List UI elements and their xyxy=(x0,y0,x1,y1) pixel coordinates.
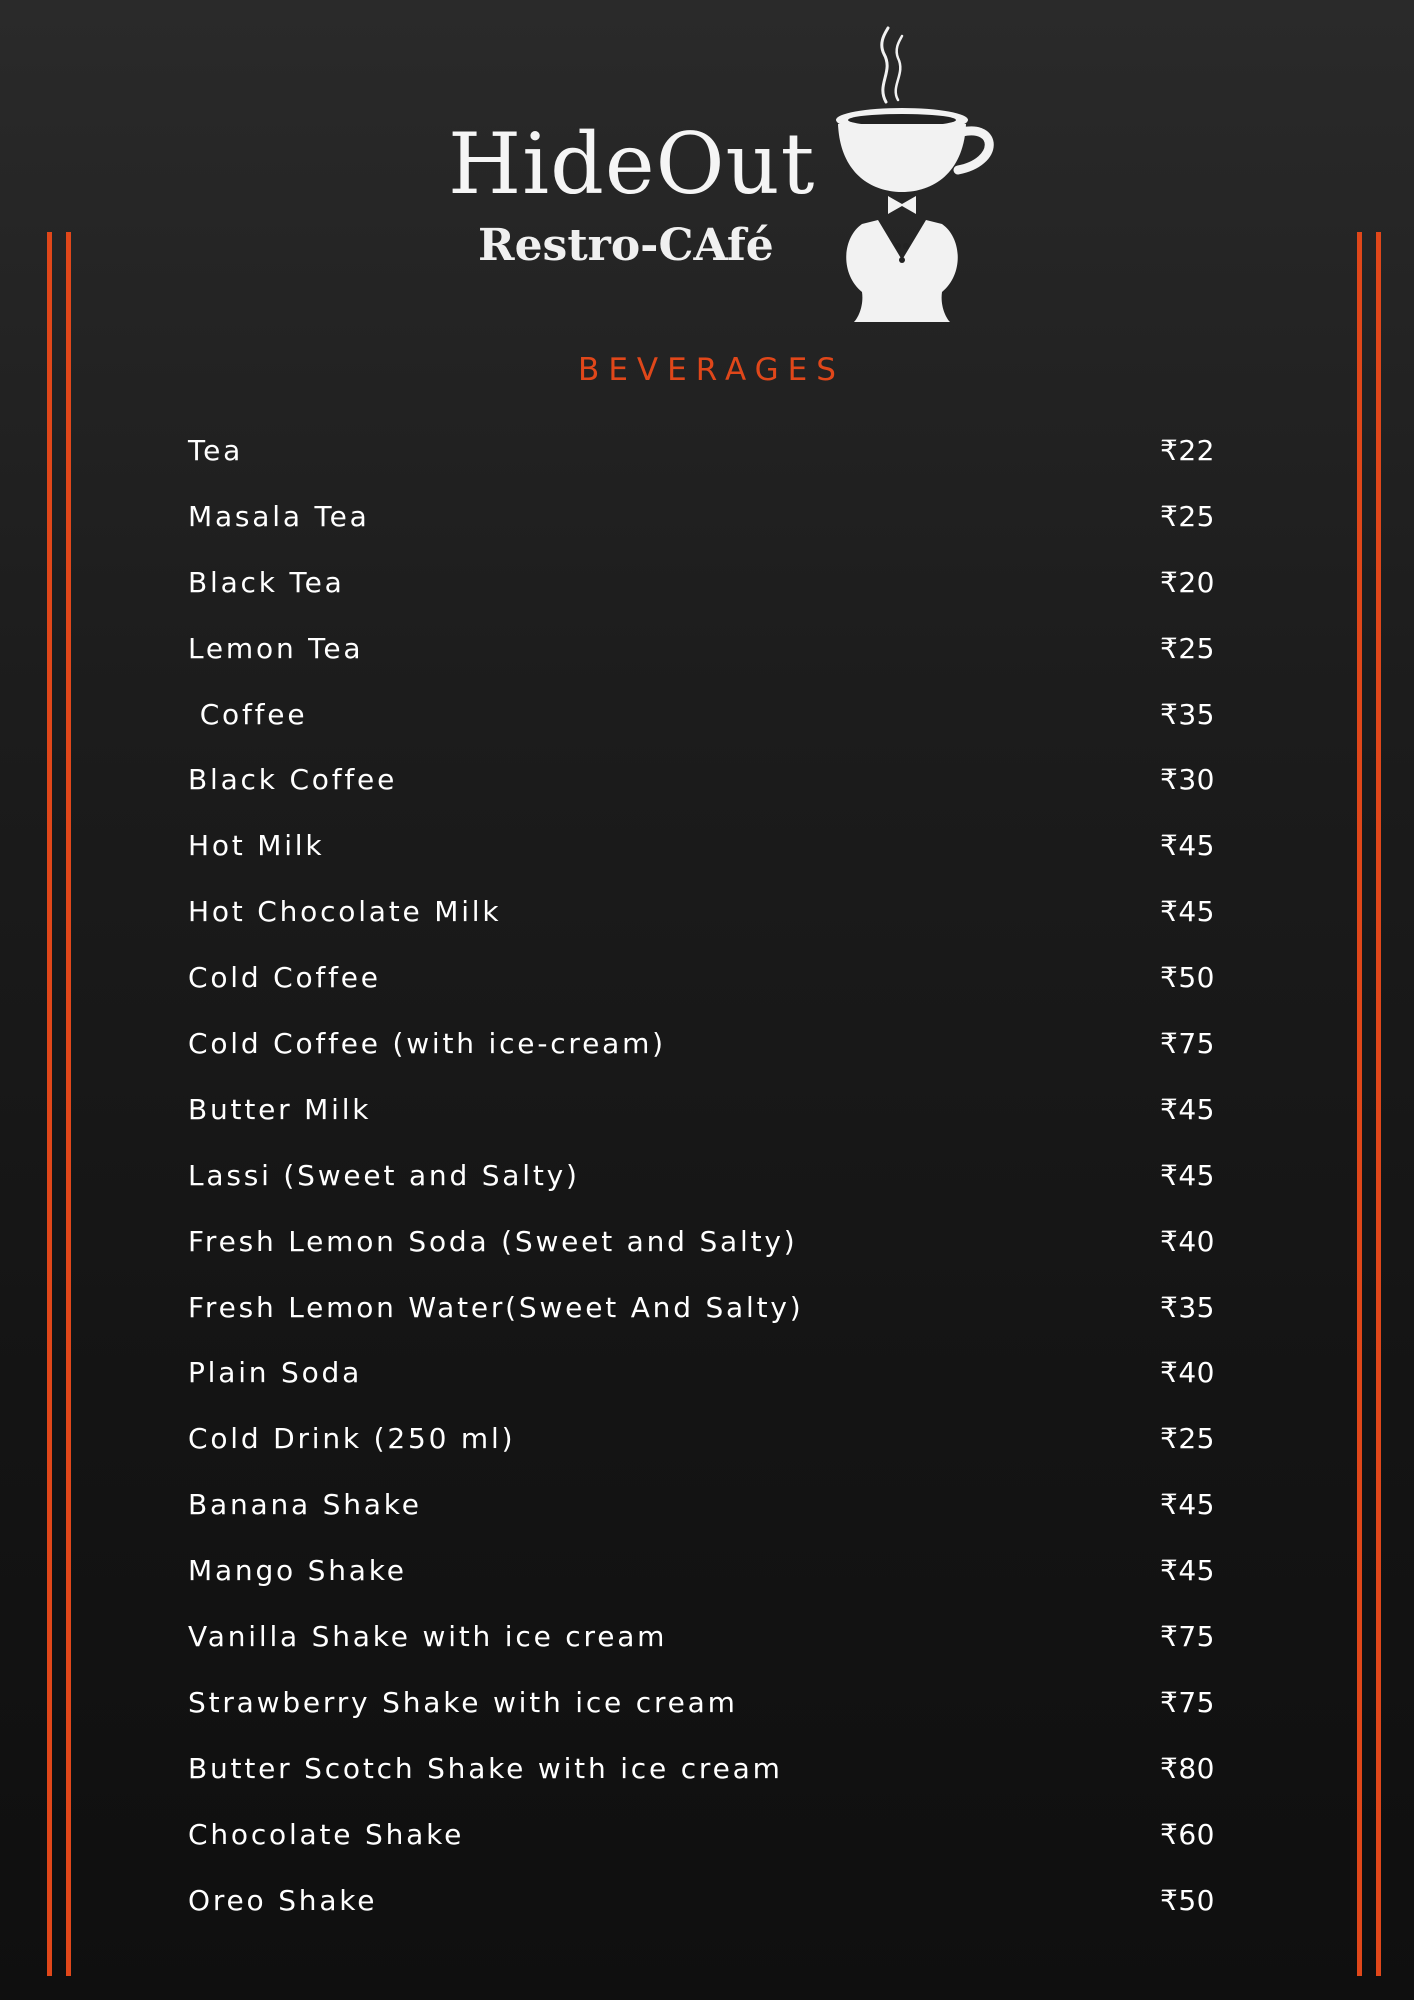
menu-item-price: ₹20 xyxy=(1160,565,1215,599)
menu-item-price: ₹75 xyxy=(1160,1027,1215,1061)
left-border-outer-line xyxy=(47,232,52,1976)
menu-item-price: ₹50 xyxy=(1160,1883,1215,1917)
menu-item-name: Butter Milk xyxy=(188,1092,372,1126)
menu-item-name: Fresh Lemon Soda (Sweet and Salty) xyxy=(188,1224,798,1258)
menu-item-price: ₹25 xyxy=(1160,1422,1215,1456)
menu-item xyxy=(188,624,1218,690)
menu-item-price: ₹45 xyxy=(1160,895,1215,929)
right-border-outer-line xyxy=(1376,232,1381,1976)
menu-item xyxy=(188,1480,1218,1546)
brand-logo xyxy=(440,24,1000,324)
menu-item-name: Masala Tea xyxy=(188,499,370,533)
menu-item xyxy=(188,690,1218,756)
menu-item-name: Strawberry Shake with ice cream xyxy=(188,1685,738,1719)
left-border-inner-line xyxy=(66,232,71,1976)
menu-item-name: Fresh Lemon Water(Sweet And Salty) xyxy=(188,1290,804,1324)
menu-item-name: Plain Soda xyxy=(188,1356,363,1390)
menu-item-price: ₹75 xyxy=(1160,1685,1215,1719)
menu-item xyxy=(188,1876,1218,1942)
menu-item xyxy=(188,426,1218,492)
menu-item-name: Black Coffee xyxy=(188,763,398,797)
right-border-inner-line xyxy=(1357,232,1362,1976)
menu-item xyxy=(188,1546,1218,1612)
coffee-cup-waiter-icon xyxy=(822,24,1002,324)
menu-item-price: ₹45 xyxy=(1160,1488,1215,1522)
menu-item xyxy=(188,1744,1218,1810)
menu-item-price: ₹45 xyxy=(1160,1092,1215,1126)
menu-item-name: Cold Coffee (with ice-cream) xyxy=(188,1027,666,1061)
menu-item xyxy=(188,1414,1218,1480)
menu-item-price: ₹35 xyxy=(1160,1290,1215,1324)
menu-item-price: ₹22 xyxy=(1160,434,1215,467)
menu-item-name: Lassi (Sweet and Salty) xyxy=(188,1158,580,1192)
menu-item-name: Mango Shake xyxy=(188,1554,407,1588)
menu-item-name: Chocolate Shake xyxy=(188,1817,465,1851)
menu-item xyxy=(188,1612,1218,1678)
menu-item xyxy=(188,1085,1218,1151)
menu-item xyxy=(188,1151,1218,1217)
menu-item xyxy=(188,821,1218,887)
menu-item xyxy=(188,1283,1218,1349)
menu-item-name: Lemon Tea xyxy=(188,631,364,665)
menu-item-name: Cold Drink (250 ml) xyxy=(188,1422,516,1456)
menu-item-price: ₹25 xyxy=(1160,631,1215,665)
menu-list xyxy=(188,426,1218,1941)
menu-item xyxy=(188,1019,1218,1085)
menu-item-price: ₹45 xyxy=(1160,1158,1215,1192)
menu-item xyxy=(188,755,1218,821)
menu-item-name: Oreo Shake xyxy=(188,1883,378,1917)
menu-item-price: ₹60 xyxy=(1160,1817,1215,1851)
menu-item-price: ₹45 xyxy=(1160,829,1215,863)
brand-tagline: Restro-CAfé xyxy=(478,220,774,271)
menu-item-name: Black Tea xyxy=(188,565,345,599)
menu-item-price: ₹45 xyxy=(1160,1554,1215,1588)
section-title: BEVERAGES xyxy=(578,352,845,388)
menu-item-price: ₹40 xyxy=(1160,1356,1215,1390)
menu-item xyxy=(188,1810,1218,1876)
menu-item xyxy=(188,1348,1218,1414)
menu-item-name: Hot Chocolate Milk xyxy=(188,895,502,929)
menu-item-name: Tea xyxy=(188,434,244,467)
menu-item xyxy=(188,1678,1218,1744)
menu-item xyxy=(188,558,1218,624)
menu-item xyxy=(188,887,1218,953)
menu-item xyxy=(188,492,1218,558)
menu-item-price: ₹25 xyxy=(1160,499,1215,533)
menu-item xyxy=(188,953,1218,1019)
menu-item-price: ₹35 xyxy=(1160,697,1215,731)
menu-item-price: ₹75 xyxy=(1160,1620,1215,1654)
menu-item-price: ₹40 xyxy=(1160,1224,1215,1258)
menu-item-name: Cold Coffee xyxy=(188,961,381,995)
menu-item-price: ₹50 xyxy=(1160,961,1215,995)
menu-item-price: ₹30 xyxy=(1160,763,1215,797)
menu-item-name: Hot Milk xyxy=(188,829,325,863)
menu-item xyxy=(188,1217,1218,1283)
menu-item-name: Vanilla Shake with ice cream xyxy=(188,1620,668,1654)
menu-item-name: Butter Scotch Shake with ice cream xyxy=(188,1751,783,1785)
menu-item-name: Banana Shake xyxy=(188,1488,422,1522)
menu-item-price: ₹80 xyxy=(1160,1751,1215,1785)
menu-item-name: Coffee xyxy=(188,697,308,731)
brand-name: HideOut xyxy=(448,115,816,213)
